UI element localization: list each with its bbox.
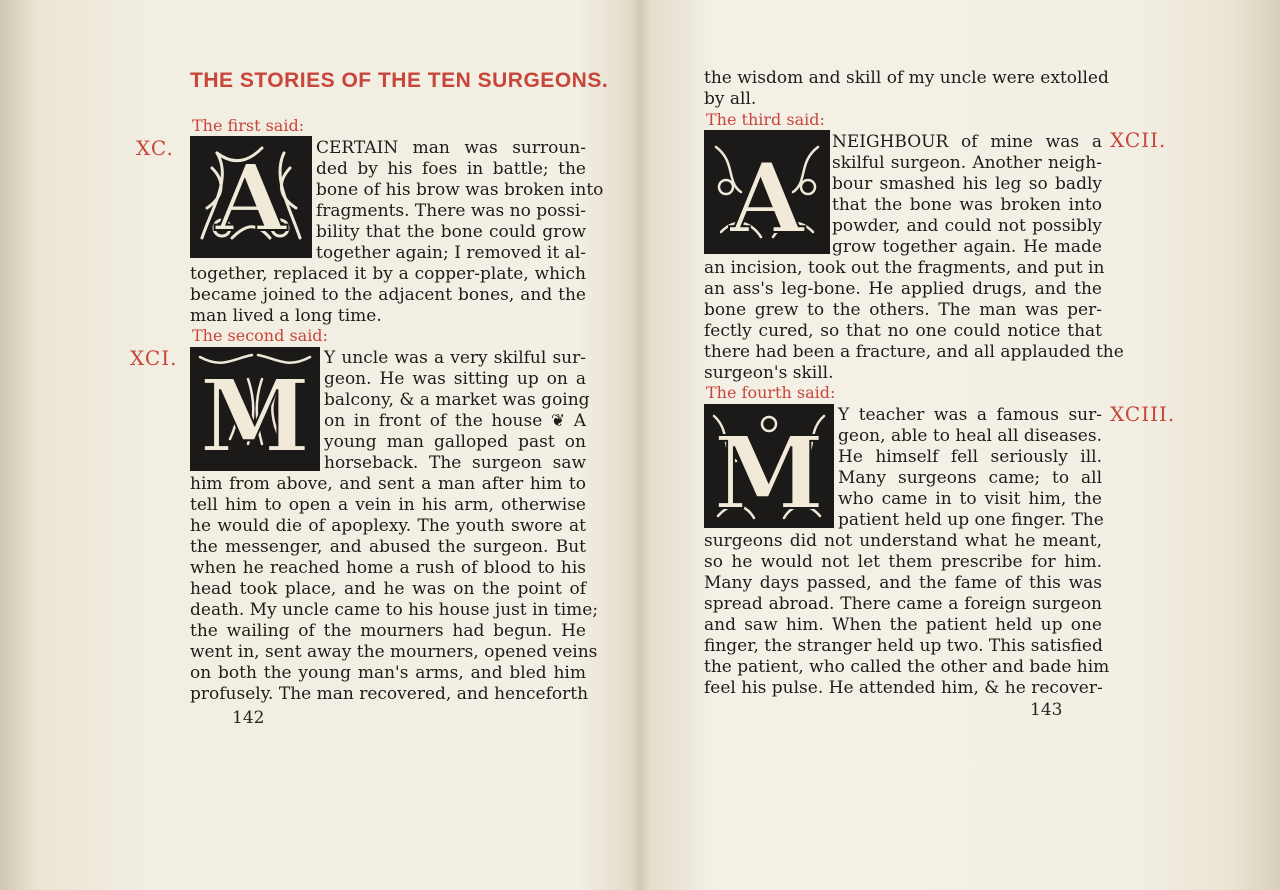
text-line: horseback. The surgeon saw: [324, 453, 586, 473]
text-line: surgeons did not understand what he meant,: [704, 531, 1102, 551]
text-line: became joined to the adjacent bones, and the: [190, 285, 586, 305]
text-line: the wisdom and skill of my uncle were extolled: [704, 68, 1109, 88]
section-heading: The first said:: [192, 116, 305, 135]
initial-letter: M: [199, 357, 311, 469]
text-line: together again; I removed it al-: [316, 243, 586, 263]
text-line: went in, sent away the mourners, opened veins: [190, 642, 598, 662]
text-line: patient held up one finger. The: [838, 510, 1104, 530]
text-line: geon, able to heal all diseases.: [838, 426, 1102, 446]
text-line: on both the young man's arms, and bled him: [190, 663, 586, 683]
section-marker: XC.: [136, 136, 174, 160]
text-line: on in front of the house ❦ A: [324, 411, 586, 431]
text-line: Y uncle was a very skilful sur-: [324, 348, 586, 368]
initial-letter: A: [729, 142, 805, 252]
text-line: him from above, and sent a man after him to: [190, 474, 586, 494]
text-line: head took place, and he was on the point of: [190, 579, 586, 599]
text-line: so he would not let them prescribe for him.: [704, 552, 1102, 572]
decorated-initial: [704, 130, 830, 254]
text-line: there had been a fracture, and all applauded the: [704, 342, 1124, 362]
text-line: young man galloped past on: [324, 432, 586, 452]
text-line: an ass's leg-bone. He applied drugs, and the: [704, 279, 1102, 299]
decorated-initial: [190, 347, 320, 471]
section-marker: XCI.: [130, 346, 178, 370]
text-line: death. My uncle came to his house just in time;: [190, 600, 599, 620]
text-line: bour smashed his leg so badly: [832, 174, 1102, 194]
text-line: the messenger, and abused the surgeon. But: [190, 537, 586, 557]
text-line: that the bone was broken into: [832, 195, 1102, 215]
initial-letter: A: [215, 144, 287, 252]
decorated-initial: [190, 136, 312, 258]
text-line: geon. He was sitting up on a: [324, 369, 586, 389]
text-line: bone grew to the others. The man was per-: [704, 300, 1102, 320]
text-line: balcony, & a market was going: [324, 390, 590, 410]
section-heading: The second said:: [192, 326, 328, 345]
text-line: fragments. There was no possi-: [316, 201, 587, 221]
text-line: CERTAIN man was surroun-: [316, 138, 586, 158]
text-line: powder, and could not possibly: [832, 216, 1102, 236]
decorated-initial: [704, 404, 834, 528]
text-line: who came in to visit him, the: [838, 489, 1102, 509]
text-line: man lived a long time.: [190, 306, 382, 326]
initial-letter: M: [713, 414, 825, 526]
text-line: the patient, who called the other and bade him: [704, 657, 1110, 677]
text-line: surgeon's skill.: [704, 363, 834, 383]
text-line: bility that the bone could grow: [316, 222, 586, 242]
section-heading: The fourth said:: [706, 383, 836, 402]
page-number: 143: [1030, 700, 1063, 720]
section-marker: XCIII.: [1110, 402, 1176, 426]
text-line: together, replaced it by a copper-plate, which: [190, 264, 586, 284]
text-line: NEIGHBOUR of mine was a: [832, 132, 1102, 152]
text-line: bone of his brow was broken into: [316, 180, 604, 200]
text-line: he would die of apoplexy. The youth swore at: [190, 516, 586, 536]
text-line: spread abroad. There came a foreign surgeon: [704, 594, 1102, 614]
text-line: finger, the stranger held up two. This satisfied: [704, 636, 1103, 656]
text-line: ded by his foes in battle; the: [316, 159, 586, 179]
text-line: when he reached home a rush of blood to his: [190, 558, 586, 578]
text-line: and saw him. When the patient held up one: [704, 615, 1102, 635]
text-line: profusely. The man recovered, and henceforth: [190, 684, 589, 704]
page-number: 142: [232, 708, 265, 728]
page-title: THE STORIES OF THE TEN SURGEONS.: [190, 69, 609, 92]
text-line: He himself fell seriously ill.: [838, 447, 1102, 467]
text-line: fectly cured, so that no one could notice that: [704, 321, 1102, 341]
text-line: Y teacher was a famous sur-: [838, 405, 1102, 425]
right-page: [640, 0, 1280, 890]
text-line: tell him to open a vein in his arm, otherwise: [190, 495, 586, 515]
section-heading: The third said:: [706, 110, 825, 129]
text-line: feel his pulse. He attended him, & he recover-: [704, 678, 1103, 698]
text-line: skilful surgeon. Another neigh-: [832, 153, 1102, 173]
text-line: Many surgeons came; to all: [838, 468, 1102, 488]
section-marker: XCII.: [1110, 128, 1167, 152]
text-line: grow together again. He made: [832, 237, 1102, 257]
text-line: Many days passed, and the fame of this was: [704, 573, 1102, 593]
text-line: the wailing of the mourners had begun. He: [190, 621, 586, 641]
text-line: an incision, took out the fragments, and put in: [704, 258, 1105, 278]
text-line: by all.: [704, 89, 757, 109]
